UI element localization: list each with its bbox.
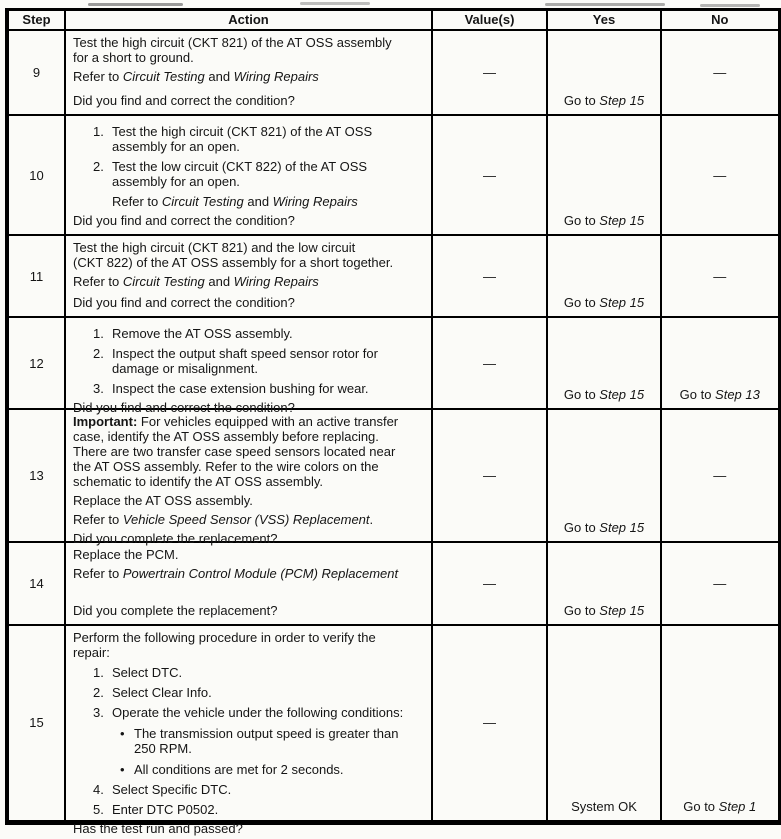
text — [73, 93, 295, 108]
action-paragraph — [73, 566, 425, 581]
text-segment: Circuit Testing — [122, 274, 205, 289]
dash-content — [433, 31, 546, 114]
goto-text — [564, 603, 644, 618]
text-segment: Test the low circuit (CKT 822) of the AT OSS — [112, 159, 368, 174]
text-segment: Select DTC. — [112, 665, 183, 680]
text — [112, 705, 403, 720]
action-question — [73, 89, 425, 108]
text — [112, 194, 358, 209]
diagnostic-table — [5, 8, 781, 836]
step-number: 11 — [29, 268, 44, 284]
text-segment: Go to — [563, 213, 600, 228]
text-segment: repair: — [73, 645, 110, 660]
step-number: 10 — [29, 167, 44, 183]
list-number: 1. — [93, 665, 104, 680]
text-segment: Did you find and correct the condition? — [73, 213, 295, 228]
dash-content — [433, 318, 546, 408]
yes-cell — [547, 317, 661, 409]
text-segment: Enter DTC P0502. — [112, 802, 219, 817]
text-segment: case, identify the AT OSS assembly before replacing. — [73, 429, 379, 444]
action-paragraph — [73, 274, 425, 289]
text — [73, 630, 376, 660]
list-number: 3. — [93, 705, 104, 720]
action-cell-content — [66, 543, 431, 624]
em-dash: — — [713, 65, 727, 80]
text-segment: Select Clear Info. — [112, 685, 212, 700]
text-segment: Wiring Repairs — [233, 69, 319, 84]
action-list-item — [73, 346, 425, 376]
text — [112, 381, 369, 396]
text-segment: Inspect the case extension bushing for wear. — [112, 381, 369, 396]
text — [73, 603, 278, 618]
step-number: 13 — [29, 468, 44, 483]
dash-content — [433, 543, 546, 624]
step-cell-content — [9, 410, 64, 541]
dash-content — [433, 236, 546, 316]
goto-content — [662, 318, 778, 408]
text — [134, 762, 344, 777]
step-cell-content — [9, 318, 64, 408]
text — [112, 346, 378, 376]
em-dash: — — [483, 268, 496, 284]
goto-content — [548, 318, 660, 408]
text-segment: . — [369, 512, 374, 527]
em-dash: — — [713, 468, 727, 483]
action-list-item — [73, 381, 425, 396]
text-segment: Remove the AT OSS assembly. — [112, 326, 293, 341]
action-question — [73, 817, 425, 836]
text-segment: Did you find and correct the condition? — [73, 93, 295, 108]
action-cell — [65, 235, 432, 317]
text-segment: Did you find and correct the condition? — [73, 295, 295, 310]
list-number: 2. — [93, 346, 104, 361]
text — [73, 69, 319, 84]
text-segment: (CKT 822) of the AT OSS assembly for a short together. — [73, 255, 394, 270]
text-segment: The transmission output speed is greater than — [134, 726, 399, 741]
table-body — [7, 30, 779, 836]
action-question — [73, 291, 425, 310]
scan-artifact — [300, 2, 370, 5]
step-number: 14 — [29, 576, 44, 591]
text-segment: Go to — [563, 93, 600, 108]
list-number: 2. — [93, 159, 104, 174]
yes-cell — [547, 409, 661, 542]
action-cell — [65, 115, 432, 235]
text — [73, 240, 393, 270]
action-list-item — [73, 326, 425, 341]
list-number: 1. — [93, 124, 104, 139]
text-segment: All conditions are met for 2 seconds. — [134, 762, 344, 777]
em-dash: — — [483, 576, 496, 591]
text-segment: There are two transfer case speed sensors located near — [73, 444, 396, 459]
text-segment: Test the high circuit (CKT 821) of the AT OSS — [112, 124, 373, 139]
goto-content — [662, 626, 778, 820]
no-cell — [661, 30, 779, 115]
text-segment: Go to — [563, 295, 600, 310]
action-paragraph — [73, 493, 425, 508]
text — [73, 547, 179, 562]
col-header-no: No — [661, 10, 779, 31]
text-segment: and — [204, 274, 234, 289]
no-cell — [661, 625, 779, 822]
text-segment: Perform the following procedure in order to verify the — [73, 630, 376, 645]
values-cell — [432, 409, 547, 542]
action-list-item — [73, 685, 425, 700]
table-header — [7, 10, 779, 31]
col-header-action: Action — [65, 10, 432, 31]
em-dash: — — [713, 268, 727, 284]
action-cell-content — [66, 318, 431, 415]
text — [112, 802, 218, 817]
text-segment: System OK — [571, 798, 637, 814]
step-cell — [7, 235, 65, 317]
action-list-item — [73, 124, 425, 154]
text-segment: Go to — [563, 520, 600, 535]
text-segment: Circuit Testing — [122, 69, 205, 84]
goto-content — [548, 410, 660, 541]
text-segment: Important: — [73, 414, 138, 429]
text-segment: the AT OSS assembly. Refer to the wire colors on the — [73, 459, 379, 474]
step-cell — [7, 409, 65, 542]
step-cell-content — [9, 31, 64, 114]
text-segment: Did you complete the replacement? — [73, 603, 278, 618]
action-cell — [65, 625, 432, 836]
values-cell — [432, 317, 547, 409]
action-cell — [65, 542, 432, 625]
values-cell — [432, 235, 547, 317]
goto-text — [564, 93, 644, 108]
text-segment: Refer to — [112, 194, 162, 209]
text — [112, 326, 293, 341]
step-cell — [7, 115, 65, 235]
text — [112, 685, 212, 700]
col-header-yes: Yes — [547, 10, 661, 31]
scan-artifact — [88, 3, 183, 6]
text-segment: Step 15 — [599, 213, 645, 228]
action-cell — [65, 409, 432, 546]
text-segment: Has the test run and passed? — [73, 821, 243, 836]
text-segment: and — [204, 69, 234, 84]
values-cell — [432, 625, 547, 822]
action-cell — [65, 30, 432, 115]
action-cell-content — [66, 116, 431, 234]
action-list-item — [73, 705, 425, 720]
text — [73, 295, 295, 310]
values-cell — [432, 542, 547, 625]
goto-content — [548, 116, 660, 234]
step-cell — [7, 625, 65, 822]
col-header-step: Step — [7, 10, 65, 31]
action-cell-content — [66, 626, 431, 836]
values-cell — [432, 115, 547, 235]
values-cell — [432, 30, 547, 115]
goto-text — [564, 520, 644, 535]
text-segment: damage or misalignment. — [112, 361, 258, 376]
text — [112, 124, 372, 154]
text-segment: Refer to — [73, 274, 123, 289]
scan-artifact — [700, 4, 760, 7]
text-segment: Refer to — [73, 512, 123, 527]
text-segment: Go to — [683, 798, 719, 814]
dash-content — [662, 236, 778, 316]
text — [73, 493, 253, 508]
bullet-icon: • — [120, 726, 125, 741]
em-dash: — — [483, 167, 496, 183]
text-segment: Step 15 — [599, 93, 645, 108]
dash-content — [433, 626, 546, 820]
text-segment: Test the high circuit (CKT 821) of the AT OSS assembly — [73, 35, 392, 50]
goto-content — [548, 31, 660, 114]
action-paragraph — [73, 69, 425, 84]
dash-content — [433, 410, 546, 541]
text-segment: Wiring Repairs — [272, 194, 358, 209]
action-paragraph — [73, 630, 425, 660]
text — [73, 35, 392, 65]
scan-artifact — [545, 3, 665, 6]
list-number: 5. — [93, 802, 104, 817]
text — [112, 665, 182, 680]
em-dash: — — [483, 468, 496, 483]
no-cell — [661, 317, 779, 409]
list-number: 2. — [93, 685, 104, 700]
text — [134, 726, 398, 756]
text-segment: assembly for an open. — [112, 174, 240, 189]
text-segment: Did you complete the replacement? — [73, 531, 278, 546]
step-cell-content — [9, 543, 64, 624]
text-segment: Did you find and correct the condition? — [73, 400, 295, 415]
yes-cell — [547, 30, 661, 115]
dash-content — [662, 31, 778, 114]
goto-text — [571, 799, 637, 814]
action-cell-content — [66, 236, 431, 316]
step-cell-content — [9, 116, 64, 234]
em-dash: — — [483, 355, 496, 371]
em-dash: — — [713, 167, 727, 183]
text-segment: Wiring Repairs — [233, 274, 319, 289]
dash-content — [662, 543, 778, 624]
no-cell — [661, 235, 779, 317]
text-segment: Refer to — [73, 69, 123, 84]
action-paragraph — [73, 240, 425, 270]
text-segment: Step 15 — [599, 387, 645, 402]
text — [73, 213, 295, 228]
table-row — [7, 30, 779, 115]
text-segment: Replace the AT OSS assembly. — [73, 493, 253, 508]
text-segment: Replace the PCM. — [73, 547, 179, 562]
text-segment: for a short to ground. — [73, 50, 194, 65]
text — [73, 512, 373, 527]
action-list-item — [73, 665, 425, 680]
action-question — [73, 209, 425, 228]
em-dash: — — [713, 576, 727, 591]
no-cell — [661, 542, 779, 625]
table-row — [7, 115, 779, 235]
step-number: 12 — [29, 355, 44, 371]
bullet-icon: • — [120, 762, 125, 777]
action-cell-content — [66, 410, 431, 546]
no-cell — [661, 115, 779, 235]
text-segment: Step 13 — [715, 387, 760, 402]
text-segment: Select Specific DTC. — [112, 782, 232, 797]
goto-content — [548, 543, 660, 624]
action-paragraph — [73, 194, 425, 209]
table-row — [7, 542, 779, 625]
text — [73, 566, 398, 581]
action-bullet-item — [73, 762, 425, 777]
text-segment: Step 15 — [599, 295, 645, 310]
action-list-item — [73, 159, 425, 189]
goto-content — [548, 236, 660, 316]
table-row — [7, 317, 779, 409]
action-bullet-item — [73, 726, 425, 756]
action-paragraph — [73, 512, 425, 527]
text-segment: Test the high circuit (CKT 821) and the low circuit — [73, 240, 356, 255]
goto-text — [564, 295, 644, 310]
text-segment: Circuit Testing — [161, 194, 244, 209]
text-segment: Go to — [563, 603, 600, 618]
text-segment: For vehicles equipped with an active transfer — [137, 414, 399, 429]
text-segment: Step 15 — [599, 520, 645, 535]
table-row — [7, 409, 779, 542]
text-segment: Go to — [679, 387, 716, 402]
text — [112, 782, 231, 797]
action-paragraph — [73, 547, 425, 562]
text-segment: schematic to identify the AT OSS assembly. — [73, 474, 323, 489]
text — [73, 414, 398, 489]
action-list-item — [73, 802, 425, 817]
step-cell — [7, 30, 65, 115]
dash-content — [433, 116, 546, 234]
em-dash: — — [483, 65, 496, 80]
list-number: 4. — [93, 782, 104, 797]
text-segment: Vehicle Speed Sensor (VSS) Replacement — [122, 512, 370, 527]
em-dash: — — [483, 715, 496, 731]
list-number: 1. — [93, 326, 104, 341]
text-segment: Step 1 — [718, 798, 757, 814]
step-cell-content — [9, 236, 64, 316]
dash-content — [662, 116, 778, 234]
text — [73, 821, 243, 836]
goto-text — [564, 213, 644, 228]
text-segment: Refer to — [73, 566, 123, 581]
goto-content — [548, 626, 660, 820]
text-segment: and — [243, 194, 273, 209]
no-cell — [661, 409, 779, 542]
action-paragraph — [73, 35, 425, 65]
text-segment: Powertrain Control Module (PCM) Replacement — [122, 566, 399, 581]
table-row — [7, 625, 779, 822]
step-number: 15 — [29, 715, 44, 731]
text-segment: Step 15 — [599, 603, 645, 618]
step-cell — [7, 542, 65, 625]
yes-cell — [547, 115, 661, 235]
step-cell — [7, 317, 65, 409]
text-segment: Go to — [563, 387, 600, 402]
goto-text — [680, 387, 760, 402]
action-paragraph — [73, 414, 425, 489]
dash-content — [662, 410, 778, 541]
col-header-values: Value(s) — [432, 10, 547, 31]
action-list-item — [73, 782, 425, 797]
table-header-row — [7, 10, 779, 31]
action-cell — [65, 317, 432, 415]
step-number: 9 — [32, 65, 41, 80]
yes-cell — [547, 542, 661, 625]
text — [112, 159, 367, 189]
action-question — [73, 599, 425, 618]
yes-cell — [547, 625, 661, 822]
action-cell-content — [66, 31, 431, 114]
text-segment: Inspect the output shaft speed sensor rotor for — [112, 346, 378, 361]
text-segment: assembly for an open. — [112, 139, 240, 154]
text — [73, 274, 319, 289]
yes-cell — [547, 235, 661, 317]
text-segment: 250 RPM. — [134, 741, 192, 756]
goto-text — [564, 387, 644, 402]
text-segment: Operate the vehicle under the following conditions: — [112, 705, 404, 720]
goto-text — [683, 799, 756, 814]
step-cell-content — [9, 626, 64, 820]
table-row — [7, 235, 779, 317]
list-number: 3. — [93, 381, 104, 396]
